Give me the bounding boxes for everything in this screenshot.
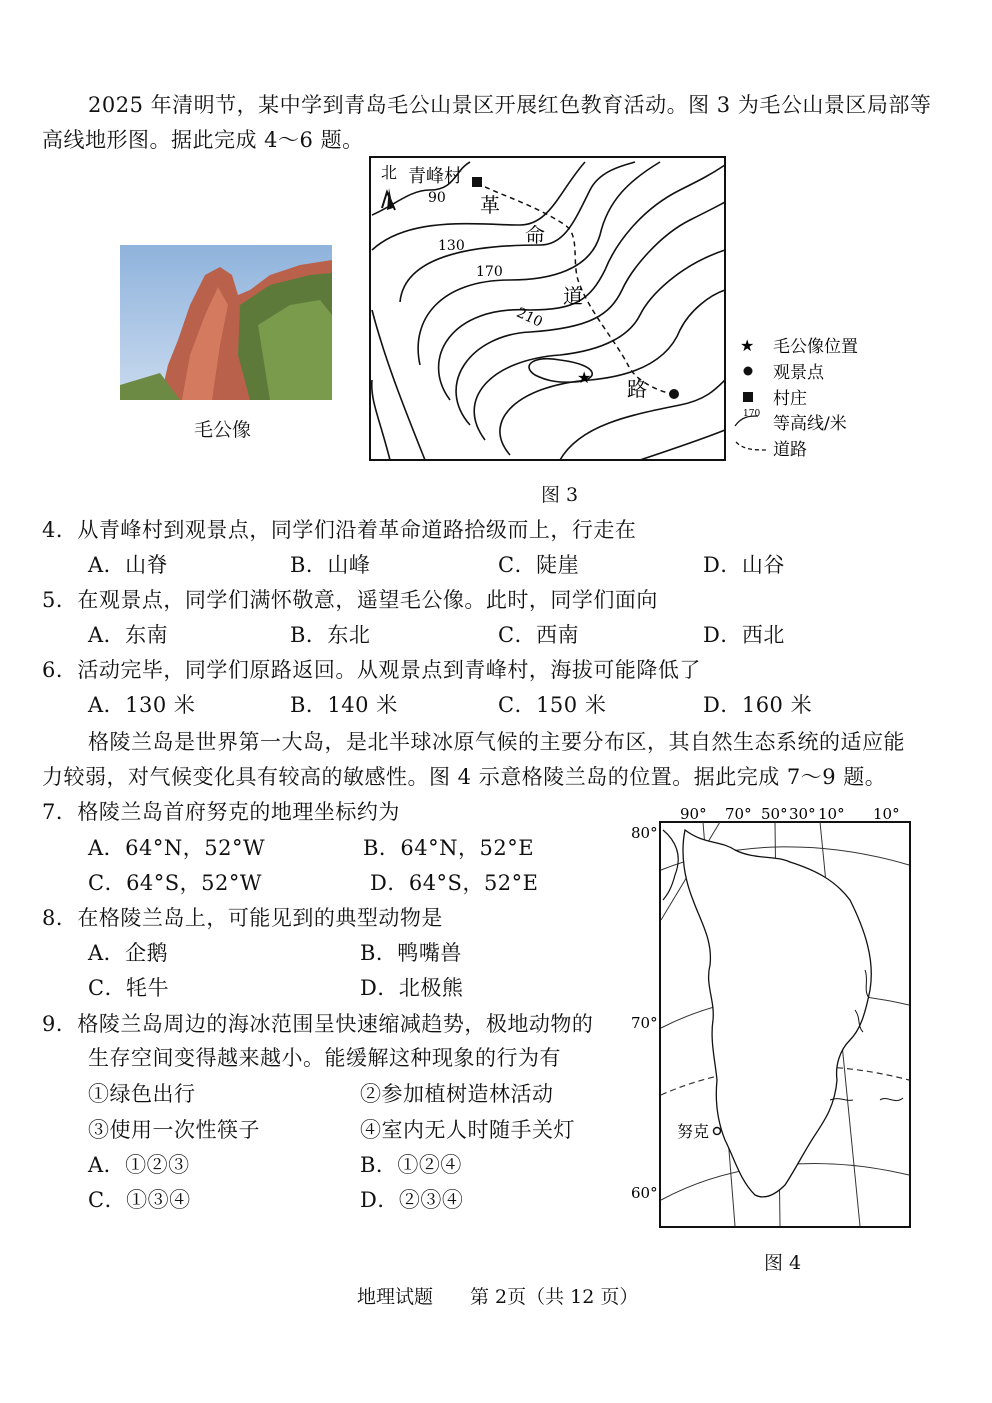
q9-option-b[interactable]: B．①②④ xyxy=(360,1153,462,1177)
greenland-map-figure4 xyxy=(625,800,925,1240)
q6-option-b[interactable]: B．140 米 xyxy=(290,693,398,717)
q5-option-a[interactable]: A．东南 xyxy=(88,623,169,647)
lat-label-60: 60° xyxy=(631,1184,658,1202)
legend-star-icon: ★ xyxy=(740,336,755,355)
q4-option-a[interactable]: A．山脊 xyxy=(88,553,169,577)
q6-option-c[interactable]: C．150 米 xyxy=(498,693,607,717)
figure3-caption: 图 3 xyxy=(541,484,579,506)
nuuk-label: 努克 xyxy=(677,1122,710,1141)
viewpoint-dot-icon xyxy=(669,389,679,399)
contour-label-130: 130 xyxy=(438,238,465,254)
footer-subject: 地理试题 xyxy=(357,1286,434,1308)
q6-option-d[interactable]: D．160 米 xyxy=(703,693,813,717)
nuuk-marker-icon xyxy=(714,1128,721,1135)
contour-map-figure3 xyxy=(360,150,880,470)
road-char-2: 命 xyxy=(525,223,545,247)
q5-option-d[interactable]: D．西北 xyxy=(703,623,785,647)
statue-star-icon: ★ xyxy=(577,368,592,387)
q8-option-a[interactable]: A．企鹅 xyxy=(88,941,169,965)
lat-label-80: 80° xyxy=(631,824,658,842)
lon-label-90: 90° xyxy=(680,805,707,823)
q8-option-c[interactable]: C．牦牛 xyxy=(88,976,170,1000)
lon-label-30: 30° xyxy=(789,805,816,823)
q4-stem: 4．从青峰村到观景点，同学们沿着革命道路拾级而上，行走在 xyxy=(42,518,637,542)
q9-option-c[interactable]: C．①③④ xyxy=(88,1188,191,1212)
q8-option-d[interactable]: D．北极熊 xyxy=(360,976,464,1000)
q4-option-b[interactable]: B．山峰 xyxy=(290,553,371,577)
q5-stem: 5．在观景点，同学们满怀敬意，遥望毛公像。此时，同学们面向 xyxy=(42,588,658,612)
photo-caption: 毛公像 xyxy=(194,419,252,441)
q9-item-4: ④室内无人时随手关灯 xyxy=(360,1118,575,1142)
q8-stem: 8．在格陵兰岛上，可能见到的典型动物是 xyxy=(42,906,443,930)
q9-option-a[interactable]: A．①②③ xyxy=(88,1153,190,1177)
q7-stem: 7．格陵兰岛首府努克的地理坐标约为 xyxy=(42,800,400,824)
q7-option-b[interactable]: B．64°N，52°E xyxy=(363,836,535,860)
q5-option-b[interactable]: B．东北 xyxy=(290,623,371,647)
legend-viewpoint-label: 观景点 xyxy=(773,363,824,383)
maogong-statue-photo xyxy=(120,245,332,400)
q9-item-2: ②参加植树造林活动 xyxy=(360,1082,554,1106)
q5-option-c[interactable]: C．西南 xyxy=(498,623,580,647)
legend-contour-value: 170 xyxy=(743,409,761,419)
lon-label-10w: 10° xyxy=(818,805,845,823)
footer-page-number: 第 2页（共 12 页） xyxy=(470,1286,639,1308)
legend-road-icon xyxy=(736,442,768,450)
q9-option-d[interactable]: D．②③④ xyxy=(360,1188,464,1212)
q6-stem: 6．活动完毕，同学们原路返回。从观景点到青峰村，海拔可能降低了 xyxy=(42,658,701,682)
q4-option-c[interactable]: C．陡崖 xyxy=(498,553,580,577)
lon-label-10e: 10° xyxy=(873,805,900,823)
intro2-line1: 格陵兰岛是世界第一大岛，是北半球冰原气候的主要分布区，其自然生态系统的适应能 xyxy=(88,730,905,754)
q4-option-d[interactable]: D．山谷 xyxy=(703,553,785,577)
q9-item-3: ③使用一次性筷子 xyxy=(88,1118,260,1142)
contour-label-90: 90 xyxy=(428,190,446,206)
road-char-4: 路 xyxy=(627,377,647,401)
road-char-1: 革 xyxy=(480,193,500,217)
q9-item-1: ①绿色出行 xyxy=(88,1082,196,1106)
lon-label-70: 70° xyxy=(725,805,752,823)
legend-square-icon xyxy=(743,392,753,402)
contour-label-210: 210 xyxy=(513,304,545,331)
q9-stem-line1: 9．格陵兰岛周边的海冰范围呈快速缩减趋势，极地动物的 xyxy=(42,1012,594,1036)
legend-contour-label: 等高线/米 xyxy=(773,414,847,434)
legend-village-label: 村庄 xyxy=(773,389,807,409)
legend-dot-icon xyxy=(744,367,753,376)
q9-stem-line2: 生存空间变得越来越小。能缓解这种现象的行为有 xyxy=(88,1046,561,1070)
q7-option-a[interactable]: A．64°N，52°W xyxy=(88,836,266,860)
q8-option-b[interactable]: B．鸭嘴兽 xyxy=(360,941,462,965)
lat-label-70: 70° xyxy=(631,1014,658,1032)
legend-road-label: 道路 xyxy=(773,440,807,460)
q6-option-a[interactable]: A．130 米 xyxy=(88,693,196,717)
village-label: 青峰村 xyxy=(408,166,462,187)
q7-option-d[interactable]: D．64°S，52°E xyxy=(370,871,539,895)
intro1-line1: 2025 年清明节，某中学到青岛毛公山景区开展红色教育活动。图 3 为毛公山景区局部等 xyxy=(88,93,932,117)
intro2-line2: 力较弱，对气候变化具有较高的敏感性。图 4 示意格陵兰岛的位置。据此完成 7～9 题。 xyxy=(42,765,887,789)
intro1-line2: 高线地形图。据此完成 4～6 题。 xyxy=(42,128,364,152)
q7-option-c[interactable]: C．64°S，52°W xyxy=(88,871,262,895)
figure4-caption: 图 4 xyxy=(764,1252,802,1274)
lon-label-50: 50° xyxy=(761,805,788,823)
north-label: 北 xyxy=(381,163,398,182)
legend-statue-label: 毛公像位置 xyxy=(773,337,858,357)
road-char-3: 道 xyxy=(563,284,583,308)
contour-label-170: 170 xyxy=(476,264,503,280)
